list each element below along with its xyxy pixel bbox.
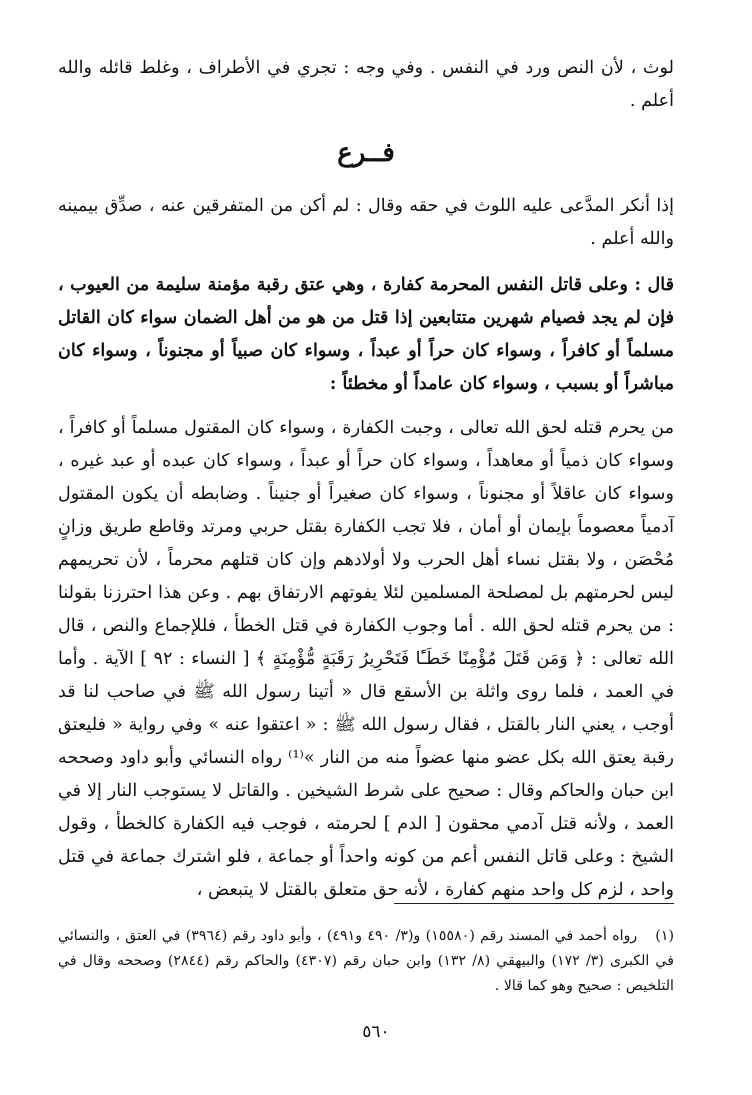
footnote-text: رواه أحمد في المسند رقم (١٥٥٨٠) و(٣/ ٤٩٠ و٤٩١) ، وأبو داود رقم (٣٩٦٤) في العتق ، والنسائي في الكبرى (٣/ ١٧٢) والبيهقي (٨/ ١٣٢) وابن حبان رقم (٤٣٠٧) والحاكم رقم (٢٨٤٤) وصححه وقال في التلخيص : صحيح وهو كما قالا . bbox=[58, 928, 675, 994]
page-number: ٥٦٠ bbox=[362, 1022, 390, 1042]
footnote-number: (١) bbox=[655, 928, 674, 944]
paragraph: إذا أنكر المدَّعى عليه اللوث في حقه وقال : لم أكن من المتفرقين عنه ، صدِّق بيمينه والله أعلم . bbox=[58, 196, 674, 249]
matn-paragraph: قال : وعلى قاتل النفس المحرمة كفارة ، وهي عتق رقبة مؤمنة سليمة من العيوب ، فإن لم يجد فصيام شهرين متتابعين إذا قتل من هو من أهل الضمان سواء كان القاتل مسلماً أو كافراً ، وسواء كان حراً أو عبداً ، وسواء كان صبياً أو مجنوناً ، وسواء كان مباشراً أو بسبب ، وسواء كان عامداً أو مخطئاً : bbox=[58, 274, 674, 394]
footnote-divider bbox=[394, 903, 674, 904]
section-heading: فــرع bbox=[337, 138, 395, 168]
footnote bbox=[58, 924, 674, 999]
page-body bbox=[58, 52, 674, 907]
commentary-paragraph: من يحرم قتله لحق الله تعالى ، وجبت الكفارة ، وسواء كان المقتول مسلماً أو كافراً ، وسواء كان ذمياً أو معاهداً ، وسواء كان حراً أو عبداً ، وسواء كان عبده أو عبد غيره ، وسواء كان عاقلاً أو مجنوناً ، وسواء كان صغيراً أو جنيناً . وضابطه أن يكون المقتول آدمياً معصوماً بإيمان أو أمان ، فلا تجب الكفارة بقتل حربي ومرتد وقاطع طريق وزانٍ مُحْصَن ، ولا بقتل نساء أهل الحرب ولا أولادهم وإن كان قتلهم محرماً ، لأن تحريمهم ليس لحرمتهم بل لمصلحة المسلمين لئلا يفوتهم الارتفاق بهم . وعن هذا احترزنا بقولنا : من يحرم قتله لحق الله . أما وجوب الكفارة في قتل الخطأ ، فللإجماع والنص ، قال الله تعالى : ﴿ وَمَن قَتَلَ مُؤْمِنًا خَطَـًٔا فَتَحْرِيرُ رَقَبَةٍ مُّؤْمِنَةٍ ﴾ [ النساء : ٩٢ ] الآية . وأما في العمد ، فلما روى واثلة بن الأسقع قال « أتينا رسول الله ﷺ في صاحب لنا قد أوجب ، يعني النار بالقتل ، فقال رسول الله ﷺ : « اعتقوا عنه » وفي رواية « فليعتق رقبة يعتق الله بكل عضو منها عضواً منه من النار »⁽¹⁾ رواه النسائي وأبو داود وصححه ابن حبان والحاكم وقال : صحيح على شرط الشيخين . والقاتل لا يستوجب النار إلا في العمد ، ولأنه قتل آدمي محقون [ الدم ] لحرمته ، فوجب فيه الكفارة كالخطأ ، وقول الشيخ : وعلى قاتل النفس أعم من كونه واحداً أو جماعة ، فلو اشترك جماعة في قتل واحد ، لزم كل واحد منهم كفارة ، لأنه حق متعلق بالقتل لا يتبعض ، bbox=[58, 418, 675, 900]
paragraph: لوث ، لأن النص ورد في النفس . وفي وجه : تجري في الأطراف ، وغلط قائله والله أعلم . bbox=[58, 58, 674, 111]
